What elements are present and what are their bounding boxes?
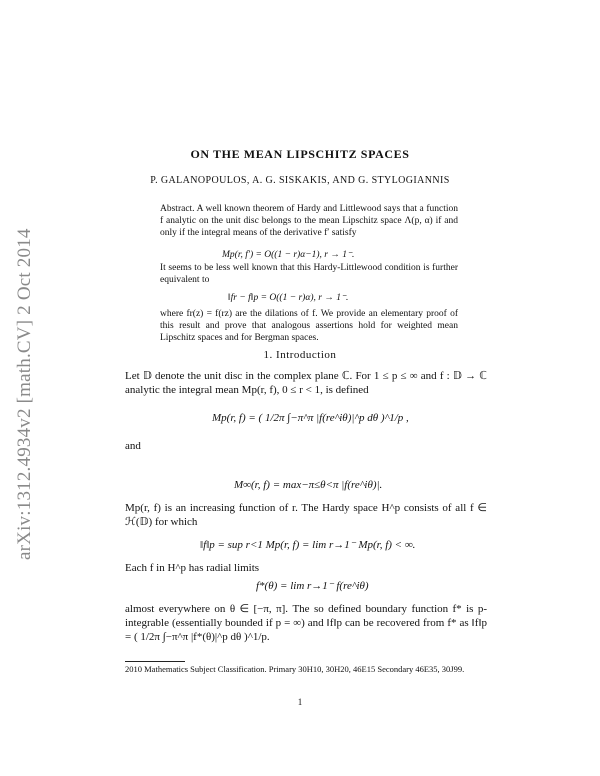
arxiv-identifier[interactable]: arXiv:1312.4934v2 [math.CV] 2 Oct 2014 <box>14 228 35 560</box>
formula-integral-mean: Mp(r, f) = ( 1/2π ∫−π^π |f(re^iθ)|^p dθ )^1/p , <box>212 412 409 424</box>
paper-authors: P. GALANOPOULOS, A. G. SISKAKIS, AND G. STYLOGIANNIS <box>150 175 450 186</box>
body-paragraph-3 <box>125 561 487 575</box>
abstract-equation-1: Mp(r, f′) = O((1 − r)α−1), r → 1⁻. <box>222 250 355 260</box>
body-paragraph-2 <box>125 501 487 529</box>
body-text-1: Let 𝔻 denote the unit disc in the complex plane ℂ. For 1 ≤ p ≤ ∞ and f : 𝔻 → ℂ analytic the integral mean Mp(r, f), 0 ≤ r < 1, is defined <box>125 370 487 396</box>
abstract-text-1: Abstract. A well known theorem of Hardy and Littlewood says that a function f analytic on the unit disc belongs to the mean Lipschitz space Λ(p, α) if and only if the integral means of the derivative f′ satisfy <box>160 204 458 239</box>
footnote-rule <box>125 661 185 662</box>
abstract-text-3: where fr(z) = f(rz) are the dilations of f. We provide an elementary proof of this result and prove that analogous assertions hold for weighted mean Lipschitz spaces and for Bergman spaces. <box>160 309 458 344</box>
section-heading: 1. Introduction <box>263 349 337 361</box>
paper-title: ON THE MEAN LIPSCHITZ SPACES <box>190 147 410 161</box>
abstract-paragraph-2 <box>160 262 458 286</box>
formula-hardy-norm: ‖f‖p = sup r<1 Mp(r, f) = lim r→1⁻ Mp(r, f) < ∞. <box>200 539 416 551</box>
footnote: 2010 Mathematics Subject Classification. Primary 30H10, 30H20, 46E15 Secondary 46E35, 30J99. <box>125 664 465 674</box>
body-text-3: Each f in H^p has radial limits <box>125 562 260 574</box>
formula-sup-mean: M∞(r, f) = max−π≤θ<π |f(re^iθ)|. <box>234 479 383 491</box>
abstract-equation-2: ‖fr − f‖p = O((1 − r)α), r → 1⁻. <box>228 293 349 303</box>
body-and <box>125 439 185 453</box>
page-number: 1 <box>297 697 303 707</box>
body-text-2: Mp(r, f) is an increasing function of r. The Hardy space H^p consists of all f ∈ ℋ(𝔻) for which <box>125 502 487 528</box>
body-and-text: and <box>125 440 141 452</box>
body-paragraph-1 <box>125 369 487 397</box>
abstract-text-2: It seems to be less well known that this Hardy-Littlewood condition is further equivalent to <box>160 263 458 286</box>
abstract-paragraph-1 <box>160 203 458 240</box>
formula-radial-limit: f*(θ) = lim r→1⁻ f(re^iθ) <box>256 580 369 592</box>
body-text-4: almost everywhere on θ ∈ [−π, π]. The so defined boundary function f* is p-integrable (essentially bounded if p = ∞) and ‖f‖p can be recovered from f* as ‖f‖p = ( 1/2π ∫−π^π |f*(θ)|^p dθ )^1/p. <box>125 603 487 643</box>
abstract-paragraph-3 <box>160 308 458 345</box>
body-paragraph-4 <box>125 602 487 644</box>
